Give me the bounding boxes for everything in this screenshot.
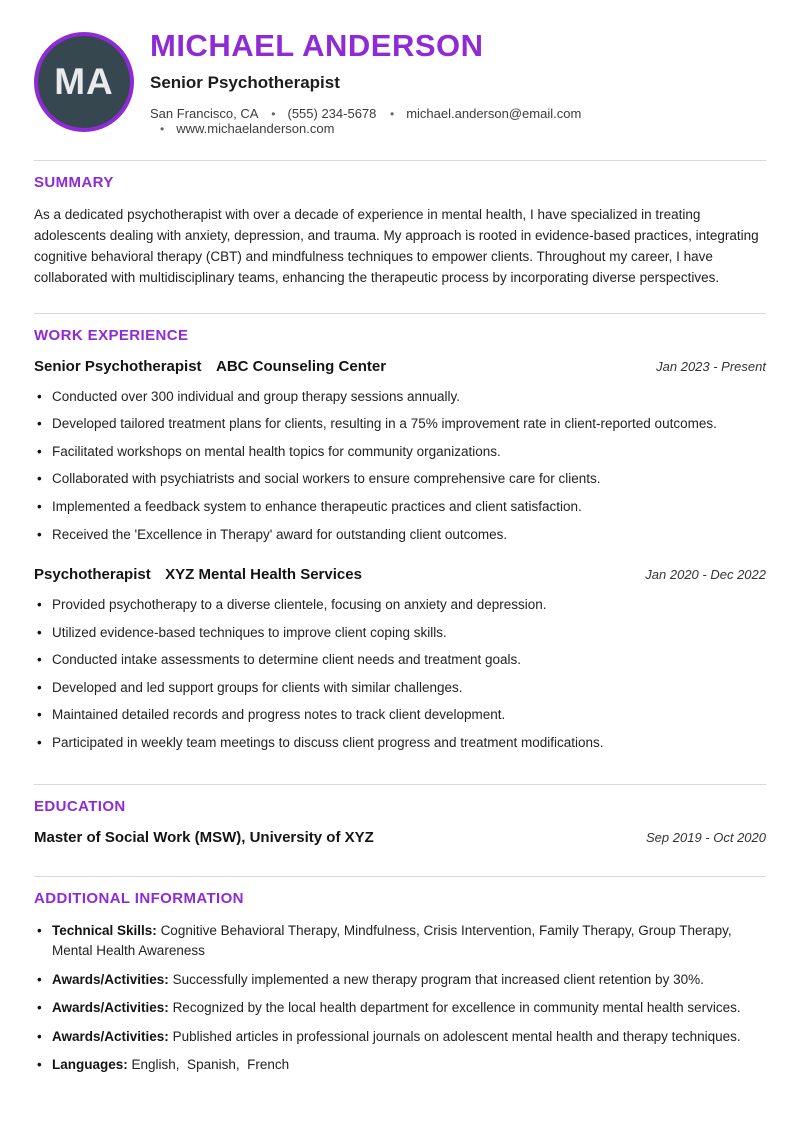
info-text: Cognitive Behavioral Therapy, Mindfulness, Crisis Intervention, Family Therapy, Group Therapy, Mental Health Awareness bbox=[52, 923, 732, 958]
section-divider bbox=[34, 876, 766, 877]
additional-info-section bbox=[34, 876, 766, 1074]
job-bullet: • Implemented a feedback system to enhance therapeutic practices and client satisfaction. bbox=[34, 497, 766, 517]
summary-section bbox=[34, 160, 766, 289]
additional-info-list bbox=[34, 921, 766, 1074]
job-bullet: • Conducted over 300 individual and group therapy sessions annually. bbox=[34, 387, 766, 407]
job-company: XYZ Mental Health Services bbox=[165, 566, 362, 584]
job-entry bbox=[34, 358, 766, 544]
avatar-initials: MA bbox=[54, 61, 114, 102]
candidate-name: MICHAEL ANDERSON bbox=[150, 28, 484, 63]
job-bullet-list bbox=[34, 387, 766, 544]
work-experience-section bbox=[34, 313, 766, 753]
resume-header bbox=[34, 28, 766, 136]
additional-info-item bbox=[34, 1027, 766, 1047]
job-role: Senior Psychotherapist bbox=[34, 357, 202, 375]
header-text bbox=[150, 28, 766, 136]
info-text: Successfully implemented a new therapy program that increased client retention by 30%. bbox=[172, 971, 704, 987]
info-text: Published articles in professional journals on adolescent mental health and therapy techniques. bbox=[172, 1028, 741, 1044]
job-bullet: • Provided psychotherapy to a diverse clientele, focusing on anxiety and depression. bbox=[34, 595, 766, 615]
job-role: Psychotherapist bbox=[34, 566, 151, 584]
job-dates: Jan 2023 - Present bbox=[656, 358, 766, 374]
info-text: English, Spanish, French bbox=[131, 1057, 290, 1073]
job-bullet: • Participated in weekly team meetings to discuss client progress and treatment modifications. bbox=[34, 733, 766, 753]
info-label: Technical Skills: bbox=[52, 923, 157, 939]
job-bullet: • Maintained detailed records and progress notes to track client development. bbox=[34, 705, 766, 725]
job-header bbox=[34, 358, 766, 376]
work-experience-heading: WORK EXPERIENCE bbox=[34, 326, 189, 344]
education-entry bbox=[34, 829, 766, 846]
education-dates: Sep 2019 - Oct 2020 bbox=[646, 830, 766, 846]
job-bullet: • Developed and led support groups for clients with similar challenges. bbox=[34, 678, 766, 698]
job-bullet: • Developed tailored treatment plans for clients, resulting in a 75% improvement rate in client-reported outcomes. bbox=[34, 414, 766, 434]
job-bullet: • Utilized evidence-based techniques to improve client coping skills. bbox=[34, 623, 766, 643]
candidate-title: Senior Psychotherapist bbox=[150, 73, 340, 92]
job-bullet: • Facilitated workshops on mental health topics for community organizations. bbox=[34, 442, 766, 462]
job-bullet-list bbox=[34, 595, 766, 752]
contact-item: • www.michaelanderson.com bbox=[150, 121, 334, 136]
info-text: Recognized by the local health department for excellence in community mental health services. bbox=[172, 1000, 741, 1016]
job-bullet: • Collaborated with psychiatrists and social workers to ensure comprehensive care for clients. bbox=[34, 469, 766, 489]
section-divider bbox=[34, 160, 766, 161]
job-entry bbox=[34, 566, 766, 752]
education-degree: Master of Social Work (MSW), University of XYZ bbox=[34, 829, 374, 847]
additional-info-item bbox=[34, 921, 766, 960]
info-label: Awards/Activities: bbox=[52, 1028, 169, 1044]
additional-info-item bbox=[34, 998, 766, 1018]
additional-info-heading: ADDITIONAL INFORMATION bbox=[34, 890, 244, 908]
info-label: Languages: bbox=[52, 1057, 128, 1073]
job-bullet: • Conducted intake assessments to determine client needs and treatment goals. bbox=[34, 650, 766, 670]
contact-item: • (555) 234-5678 bbox=[261, 106, 376, 121]
additional-info-item bbox=[34, 970, 766, 990]
summary-heading: SUMMARY bbox=[34, 174, 114, 191]
job-titles bbox=[34, 566, 362, 584]
job-dates: Jan 2020 - Dec 2022 bbox=[645, 567, 766, 583]
job-company: ABC Counseling Center bbox=[216, 357, 387, 375]
info-label: Awards/Activities: bbox=[52, 971, 169, 987]
contact-item: San Francisco, CA bbox=[150, 106, 258, 121]
education-heading: EDUCATION bbox=[34, 798, 126, 816]
job-titles bbox=[34, 358, 386, 376]
additional-info-item bbox=[34, 1055, 766, 1075]
section-divider bbox=[34, 784, 766, 785]
education-section bbox=[34, 784, 766, 846]
info-label: Awards/Activities: bbox=[52, 1000, 169, 1016]
job-header bbox=[34, 566, 766, 584]
contact-line bbox=[150, 106, 766, 136]
contact-item: • michael.anderson@email.com bbox=[380, 106, 581, 121]
summary-text: As a dedicated psychotherapist with over a decade of experience in mental health, I have specialized in treating adolescents dealing with anxiety, depression, and trauma. My approach is rooted in evidence-based practices, integrating cognitive behavioral therapy (CBT) and mindfulness techniques to empower clients. Throughout my career, I have collaborated with multidisciplinary teams, enhancing the therapeutic process by incorporating diverse perspectives. bbox=[34, 207, 759, 285]
avatar bbox=[34, 32, 134, 132]
job-bullet: • Received the 'Excellence in Therapy' award for outstanding client outcomes. bbox=[34, 525, 766, 545]
section-divider bbox=[34, 313, 766, 314]
